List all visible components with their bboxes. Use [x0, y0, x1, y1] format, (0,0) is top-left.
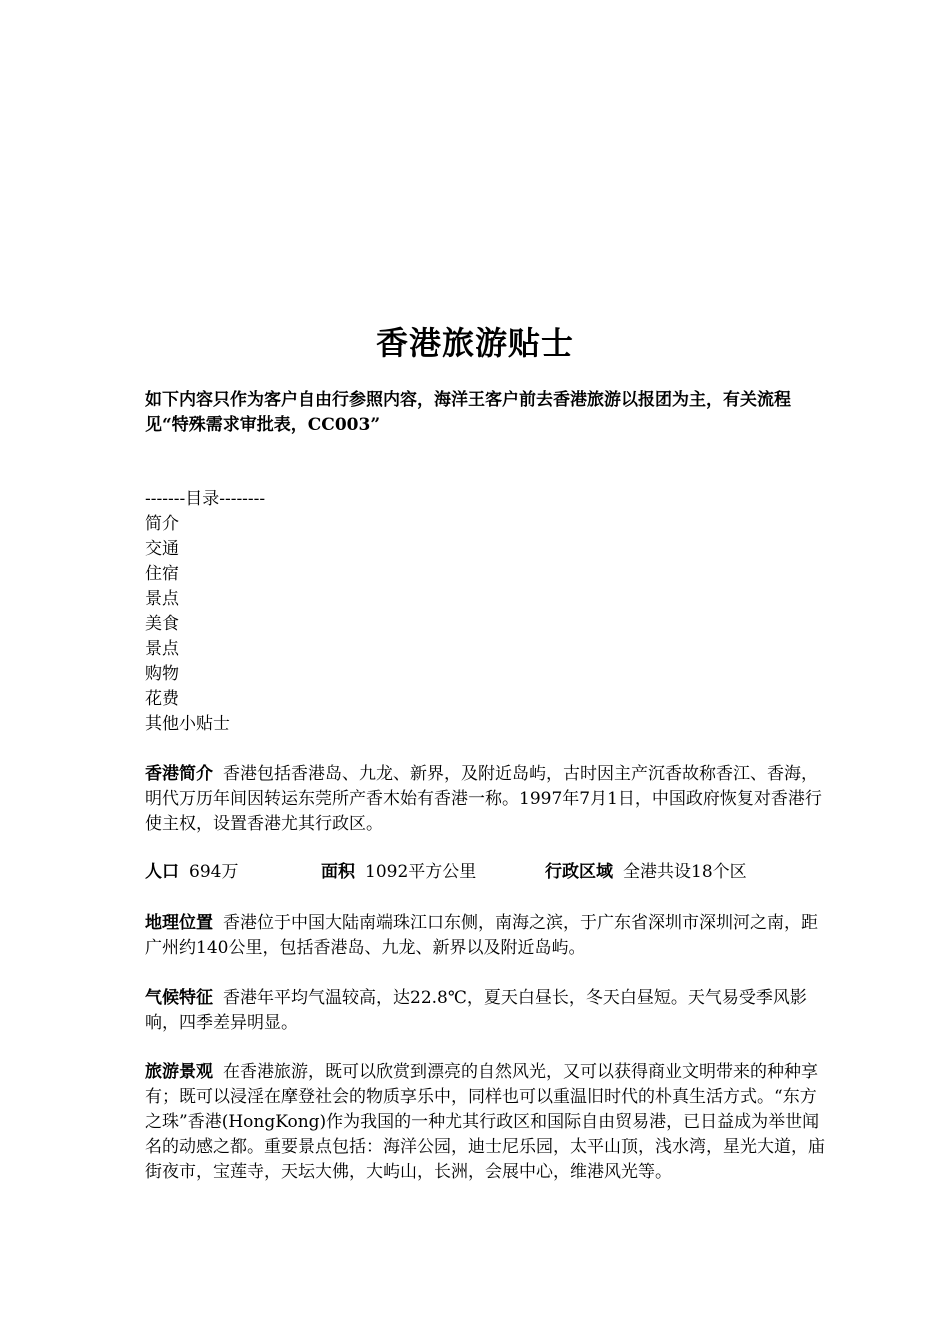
toc-item-intro: 简介 [145, 514, 179, 534]
scenery-section [145, 1060, 825, 1185]
area-fact [321, 860, 476, 885]
toc-item-sights-2: 景点 [145, 639, 179, 659]
notice-paragraph: 如下内容只作为客户自由行参照内容，海洋王客户前去香港旅游以报团为主，有关流程见“特殊需求审批表，CC003” [145, 390, 791, 435]
toc-item-food: 美食 [145, 614, 179, 634]
toc-item-costs: 花费 [145, 689, 179, 709]
districts-fact [545, 860, 747, 885]
toc-item-sights: 景点 [145, 589, 179, 609]
area-value: 1092平方公里 [365, 862, 477, 882]
districts-label: 行政区域 [545, 862, 613, 882]
document-title: 香港旅游贴士 [375, 324, 574, 362]
climate-section [145, 986, 825, 1036]
population-fact [145, 860, 238, 885]
area-label: 面积 [321, 862, 355, 882]
intro-section [145, 762, 825, 837]
climate-text: 香港年平均气温较高，达22.8℃，夏天白昼长，冬天白昼短。天气易受季风影响，四季差异明显。 [145, 988, 807, 1033]
toc-header: -------目录-------- [145, 489, 266, 509]
intro-text: 香港包括香港岛、九龙、新界，及附近岛屿，古时因主产沉香故称香江、香海，明代万历年间因转运东莞所产香木始有香港一称。1997年7月1日，中国政府恢复对香港行使主权，设置香港尤其行政区。 [145, 764, 822, 834]
toc-item-other-tips: 其他小贴士 [145, 714, 230, 734]
geography-text: 香港位于中国大陆南端珠江口东侧，南海之滨，于广东省深圳市深圳河之南，距广州约140公里，包括香港岛、九龙、新界以及附近岛屿。 [145, 913, 818, 958]
climate-label: 气候特征 [145, 988, 213, 1008]
geography-section [145, 911, 825, 961]
scenery-text: 在香港旅游，既可以欣赏到漂亮的自然风光，又可以获得商业文明带来的种种享有；既可以浸淫在摩登社会的物质享乐中，同样也可以重温旧时代的朴真生活方式。“东方之珠”香港(HongKong)作为我国的一种尤其行政区和国际自由贸易港，已日益成为举世闻名的动感之都。重要景点包括：海洋公园，迪士尼乐园，太平山顶，浅水湾，星光大道，庙街夜市，宝莲寺，天坛大佛，大屿山，长洲，会展中心，维港风光等。 [145, 1062, 825, 1182]
districts-value: 全港共设18个区 [623, 862, 747, 882]
toc-item-transport: 交通 [145, 539, 179, 559]
population-value: 694万 [189, 862, 239, 882]
scenery-label: 旅游景观 [145, 1062, 213, 1082]
intro-label: 香港简介 [145, 764, 213, 784]
population-label: 人口 [145, 862, 179, 882]
table-of-contents [145, 487, 265, 737]
toc-item-lodging: 住宿 [145, 564, 179, 584]
geography-label: 地理位置 [145, 913, 213, 933]
toc-item-shopping: 购物 [145, 664, 179, 684]
